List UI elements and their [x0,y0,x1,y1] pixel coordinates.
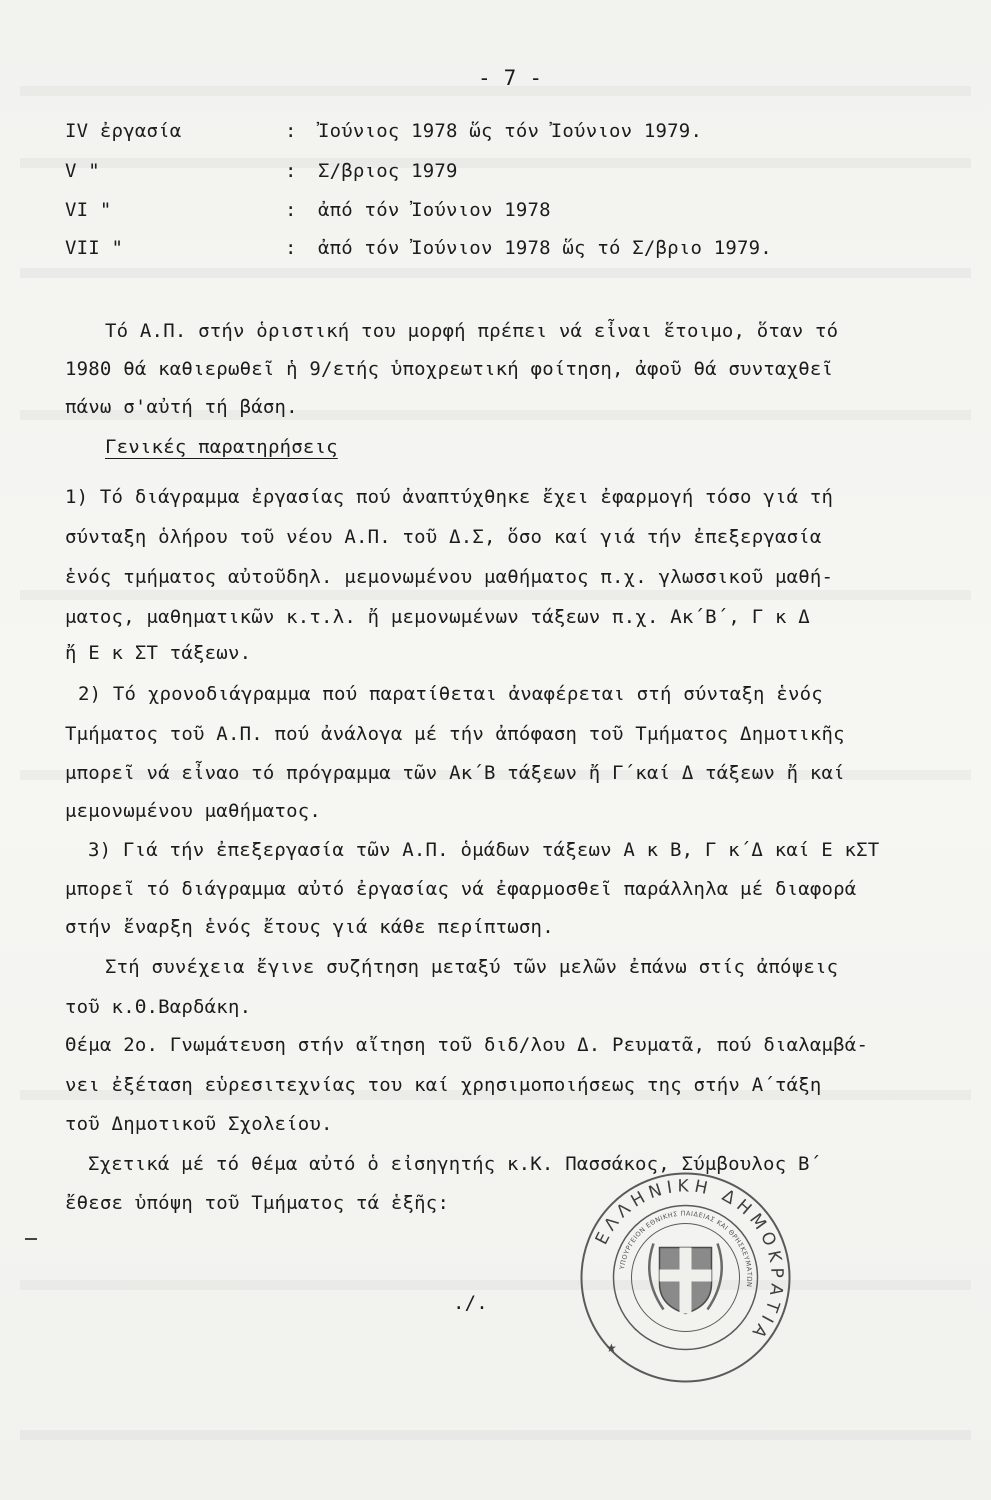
schedule-separator: : [285,237,297,259]
page-number: - 7 - [478,66,543,90]
paragraph-line: Σχετικά μέ τό θέμα αὐτό ὁ εἰσηγητής κ.Κ. Πασσάκος, Σύμβουλος Β΄ [88,1153,822,1175]
paragraph-line: ἑνός τμήματος αὐτοῦδηλ. μεμονωμένου μαθήματος π.χ. γλωσσικοῦ μαθή- [65,566,834,588]
schedule-label: V " [65,160,100,182]
continuation-mark: ./. [453,1292,488,1314]
paragraph-line: μπορεῖ τό διάγραμμα αὐτό ἐργασίας νά ἐφαρμοσθεῖ παράλληλα μέ διαφορά [65,878,857,900]
paragraph-line: στήν ἔναρξη ἑνός ἔτους γιά κάθε περίπτωση. [65,916,554,938]
schedule-value: ἀπό τόν Ἰούνιον 1978 [318,199,551,221]
schedule-label: VII " [65,237,124,259]
schedule-separator: : [285,120,297,142]
paragraph-line: μεμονωμένου μαθήματος. [65,800,322,822]
bleed-through-line [20,268,971,278]
coat-of-arms-icon [649,1244,721,1314]
paragraph-line: σύνταξη ὁλήρου τοῦ νέου Α.Π. τοῦ Δ.Σ, ὅσο καί γιά τήν ἐπεξεργασία [65,526,822,548]
paragraph-line: 1980 θά καθιερωθεῖ ἡ 9/ετής ὑποχρεωτική φοίτηση, ἀφοῦ θά συνταχθεῖ [65,358,834,380]
paragraph-line: μπορεῖ νά εἶναο τό πρόγραμμα τῶν Ακ΄Β τάξεων ἤ Γ΄καί Δ τάξεων ἤ καί [65,762,845,784]
paragraph-line: Τό Α.Π. στήν ὁριστική του μορφή πρέπει νά εἶναι ἕτοιμο, ὅταν τό [105,320,839,342]
paragraph-line: ματος, μαθηματικῶν κ.τ.λ. ἤ μεμονωμένων τάξεων π.χ. Ακ΄Β΄, Γ κ Δ [65,606,810,628]
paragraph-line: ἔθεσε ὑπόψη τοῦ Τμήματος τά ἑξῆς: [65,1192,450,1214]
bleed-through-line [20,1430,971,1440]
section-heading: Γενικές παρατηρήσεις [105,436,338,458]
paragraph-line: Τμήματος τοῦ Α.Π. πού ἀνάλογα μέ τήν ἀπόφαση τοῦ Τμήματος Δημοτικῆς [65,723,845,745]
schedule-separator: : [285,199,297,221]
paragraph-line: τοῦ Δημοτικοῦ Σχολείου. [65,1113,333,1135]
paragraph-line: νει ἐξέταση εὑρεσιτεχνίας του καί χρησιμοποιήσεως της στήν Α΄τάξη [65,1074,822,1096]
paragraph-line: τοῦ κ.Θ.Βαρδάκη. [65,996,252,1018]
bleed-through-line [20,590,971,600]
paragraph-line: 1) Τό διάγραμμα ἐργασίας πού ἀναπτύχθηκε ἔχει ἐφαρμογή τόσο γιά τή [65,486,834,508]
schedule-value: Ἰούνιος 1978 ὥς τόν Ἰούνιον 1979. [318,120,703,142]
paragraph-line: 3) Γιά τήν ἐπεξεργασία τῶν Α.Π. ὁμάδων τάξεων Α κ Β, Γ κ΄Δ καί Ε κΣΤ [88,839,880,861]
paragraph-line: ἤ Ε κ ΣΤ τάξεων. [65,642,252,664]
paragraph-line: Θέμα 2ο. Γνωμάτευση στήν αἴτηση τοῦ διδ/λου Δ. Ρευματᾶ, πού διαλαμβά- [65,1034,869,1056]
schedule-separator: : [285,160,297,182]
schedule-value: ἀπό τόν Ἰούνιον 1978 ὥς τό Σ/βριο 1979. [318,237,772,259]
paragraph-line: πάνω σ'αὐτή τή βάση. [65,396,298,418]
paragraph-line: 2) Τό χρονοδιάγραμμα πού παρατίθεται ἀναφέρεται στή σύνταξη ἑνός [78,683,823,705]
schedule-label: VI " [65,199,112,221]
margin-mark [25,1238,37,1240]
svg-text:★: ★ [606,1341,617,1355]
seal-inner-text: ΥΠΟΥΡΓΕΙΟΝ ΕΘΝΙΚΗΣ ΠΑΙΔΕΙΑΣ ΚΑΙ ΘΡΗΣΚΕΥΜΑΤΩΝ [618,1209,754,1288]
official-seal-stamp [578,1170,793,1385]
seal-outer-text: ΕΛΛΗΝΙΚΗ ΔΗΜΟΚΡΑΤΙΑ [591,1176,787,1346]
bleed-through-line [20,158,971,168]
schedule-value: Σ/βριος 1979 [318,160,458,182]
bleed-through-line [20,1280,971,1290]
paragraph-line: Στή συνέχεια ἔγινε συζήτηση μεταξύ τῶν μελῶν ἐπάνω στίς ἀπόψεις [105,956,839,978]
schedule-label: IV ἐργασία [65,120,182,142]
